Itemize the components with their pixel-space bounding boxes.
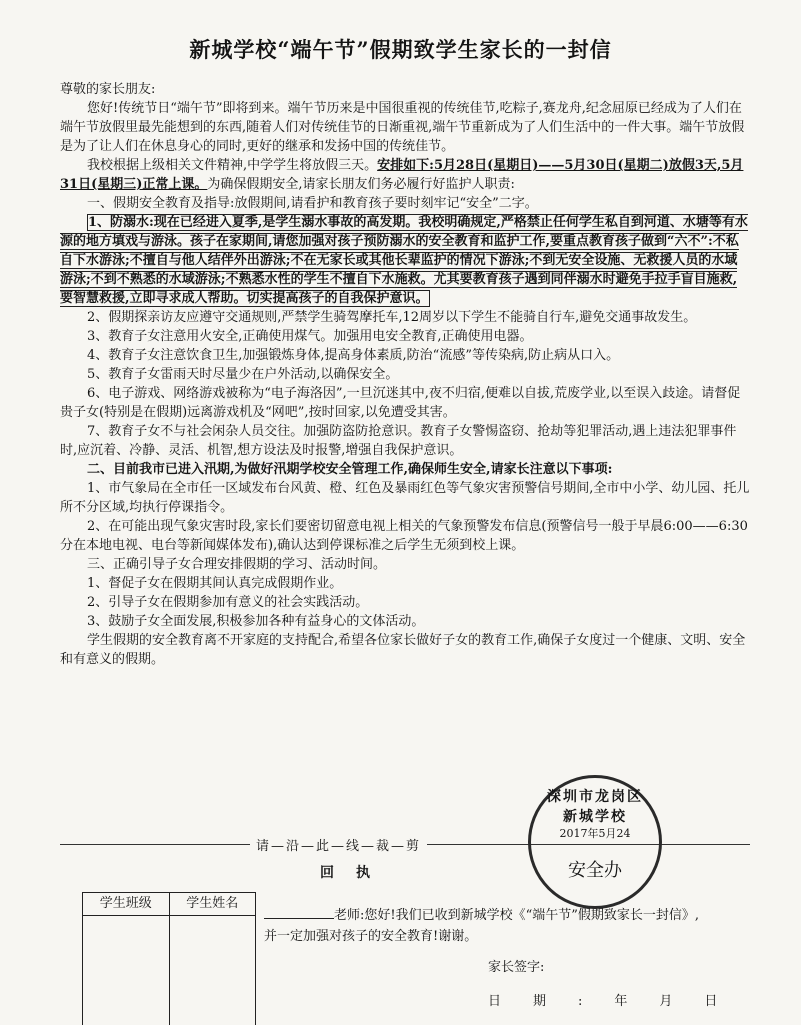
s3-item-1: 1、督促子女在假期其间认真完成假期作业。 [87, 576, 343, 591]
name-column [170, 893, 256, 1025]
schedule-lead: 我校根据上级相关文件精神,中学学生将放假三天。 [87, 158, 378, 173]
s3-item-2: 2、引导子女在假期参加有意义的社会实践活动。 [87, 595, 369, 610]
section-3: 三、正确引导子女合理安排假期的学习、活动时间。 [87, 557, 387, 572]
item-social: 7、教育子女不与社会闲杂人员交往。加强防盗防抢意识。教育子女警惕盗窃、抢劫等犯罪活动,遇上违法犯罪事件时,应沉着、冷静、灵活、机智,想方设法及时报警,增强自我保护意识。 [60, 424, 737, 458]
item-drowning-text: 1、防溺水:现在已经进入夏季,是学生溺水事故的高发期。我校明确规定,严格禁止任何学生私自到河道、水塘等有水源的地方填戏与游泳。孩子在家期间,请您加强对孩子预防溺水的安全教育和监护工作,要重点教育孩子做到“六不”:不私自下水游泳;不擅自与他人结伴外出游泳;不在无家长或其他长辈监护的情况下游泳;不到无安全设施、无救援人员的水域游泳;不到不熟悉的水域游泳;不熟悉水性的学生不擅自下水施救。尤其要教育孩子遇到同伴溺水时避免手拉手盲目施救,要智慧救援,立即寻求成人帮助。切实提高孩子的自我保护意识。 [60, 215, 748, 306]
parent-signature: 家长签字: [488, 960, 545, 975]
schedule-duty: 为确保假期安全,请家长朋友们务必履行好监护人职责: [207, 177, 515, 192]
item-thunder: 5、教育子女雷雨天时尽量少在户外活动,以确保安全。 [87, 367, 399, 382]
item-games: 6、电子游戏、网络游戏被称为“电子海洛因”,一旦沉迷其中,夜不归宿,便难以自拔,荒废学业,以至误入歧途。请督促贵子女(特别是在假期)远离游戏机及“网吧”,按时回家,以免遭受其害。 [60, 386, 741, 420]
s2-item-2: 2、在可能出现气象灾害时段,家长们要密切留意电视上相关的气象预警发布信息(预警信号一般于早晨6:00——6:30分在本地电视、电台等新闻媒体发布),确认达到停课标准之后学生无须到校上课。 [60, 519, 748, 553]
item-food: 4、教育子女注意饮食卫生,加强锻炼身体,提高身体素质,防治“流感”等传染病,防止病从口入。 [87, 348, 620, 363]
name-header: 学生姓名 [170, 893, 256, 916]
receipt-title: 回执 [320, 865, 392, 881]
seal-date: 2017年5月24 [559, 827, 631, 840]
seal-center-text: 安全办 [568, 860, 622, 881]
date-line: 日期:年月日 [488, 994, 750, 1009]
closing-paragraph: 学生假期的安全教育离不开家庭的支持配合,希望各位家长做好子女的教育工作,确保子女度过一个健康、文明、安全和有意义的假期。 [60, 633, 746, 667]
s2-item-1: 1、市气象局在全市任一区域发布台风黄、橙、红色及暴雨红色等气象灾害预警信号期间,全市中小学、幼儿园、托儿所不分区域,均执行停课指令。 [60, 481, 750, 515]
cut-line-text: 请—沿—此—线—裁—剪 [250, 835, 427, 854]
paragraph-schedule [60, 156, 750, 194]
page-title: 新城学校“端午节”假期致学生家长的一封信 [189, 37, 612, 62]
receipt-body-text: 老师:您好!我们已收到新城学校《“端午节”假期致家长一封信》,并一定加强对孩子的安全教育!谢谢。 [264, 908, 700, 944]
section-1: 一、假期安全教育及指导:放假期间,请看护和教育孩子要时刻牢记“安全”二字。 [87, 196, 538, 211]
seal-ring-text: 深圳市龙岗区新城学校 [547, 789, 643, 825]
receipt-table [82, 892, 256, 1025]
item-drowning [60, 213, 750, 308]
letter-body [60, 80, 750, 669]
receipt-body [264, 905, 704, 947]
greeting: 尊敬的家长朋友: [60, 82, 156, 97]
class-column [83, 893, 170, 1025]
s3-item-3: 3、鼓励子女全面发展,积极参加各种有益身心的文体活动。 [87, 614, 425, 629]
official-seal [528, 775, 662, 909]
section-2: 二、目前我市已进入汛期,为做好汛期学校安全管理工作,确保师生安全,请家长注意以下事项: [87, 462, 613, 477]
paragraph-intro: 您好!传统节日“端午节”即将到来。端午节历来是中国很重视的传统佳节,吃粽子,赛龙舟,纪念屈原已经成为了人们在端午节放假里最先能想到的东西,随着人们对传统佳节的日渐重视,端午节重新成为了人们生活中的一件大事。端午节放假是为了让人们在休息身心的同时,更好的继承和发扬中国的传统佳节。 [60, 101, 745, 154]
schedule-detail: 安排如下:5月28日(星期日)——5月30日(星期二)放假3天,5月31日(星期三)正常上课。 [60, 158, 744, 192]
item-fire: 3、教育子女注意用火安全,正确使用煤气。加强用电安全教育,正确使用电器。 [87, 329, 533, 344]
teacher-blank [264, 906, 334, 919]
item-traffic: 2、假期探亲访友应遵守交通规则,严禁学生骑驾摩托车,12周岁以下学生不能骑自行车,避免交通事故发生。 [87, 310, 697, 325]
class-header: 学生班级 [83, 893, 169, 916]
